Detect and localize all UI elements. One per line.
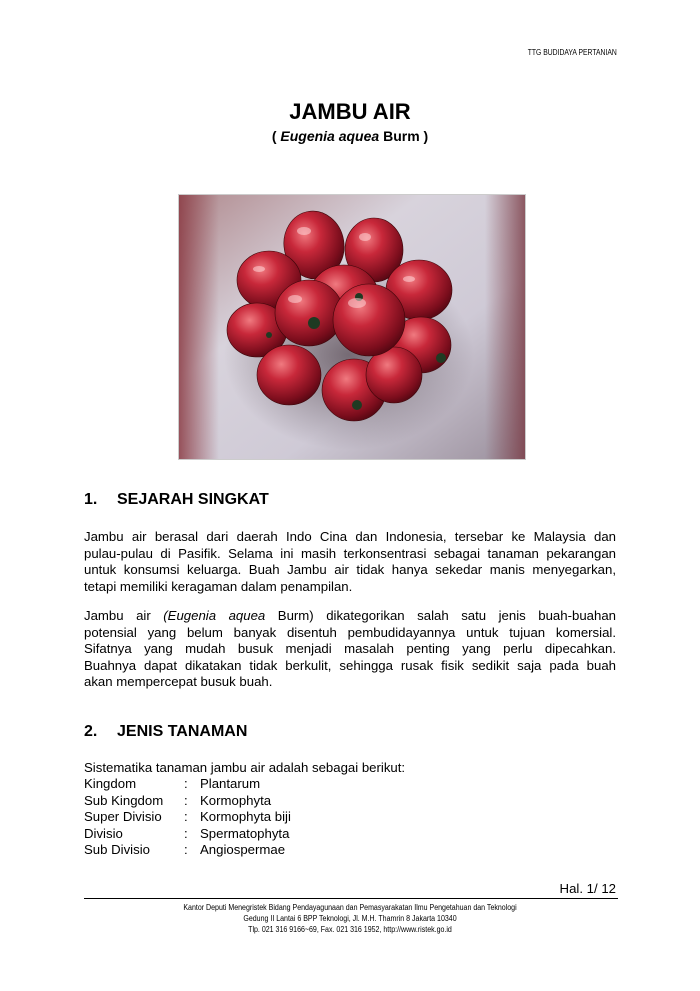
section-number: 2.	[84, 723, 98, 740]
taxonomy-separator: :	[184, 842, 188, 857]
document-subtitle	[0, 128, 700, 144]
taxonomy-value: Spermatophyta	[200, 825, 290, 841]
section-heading-jenis-tanaman	[84, 723, 247, 741]
taxonomy-row	[84, 826, 291, 843]
para-text: Burm) dikategorikan salah satu jenis buah-buahan	[265, 608, 617, 623]
page-number: Hal. 1/ 12	[559, 881, 616, 896]
taxonomy-key: Super Divisio	[84, 809, 162, 824]
document-title: JAMBU AIR	[289, 99, 411, 124]
taxonomy-row	[84, 809, 291, 826]
footer-line: Tlp. 021 316 9166~69, Fax. 021 316 1952, http://www.ristek.go.id	[248, 925, 452, 934]
taxonomy-value: Kormophyta	[200, 792, 272, 808]
taxonomy-separator: :	[184, 792, 188, 808]
paragraph-line: pulau-pulau di Pasifik. Selama ini masih terkonsentrasi sebagai tanaman pekarangan	[84, 545, 616, 561]
taxonomy-table	[84, 776, 291, 859]
section-heading-sejarah-singkat	[84, 491, 269, 509]
paragraph-sejarah-1	[84, 529, 616, 595]
para-text: Jambu air	[84, 608, 164, 623]
taxonomy-value: Plantarum	[200, 776, 261, 791]
taxonomy-intro: Sistematika tanaman jambu air adalah sebagai berikut:	[84, 760, 406, 775]
taxonomy-key: Sub Kingdom	[84, 792, 164, 808]
taxonomy-value: Kormophyta biji	[200, 809, 291, 824]
footer	[0, 902, 700, 935]
paragraph-line: potensial yang belum banyak disentuh pembudidayannya untuk tujuan komersial.	[84, 624, 616, 640]
footer-divider	[84, 898, 618, 899]
footer-line: Gedung II Lantai 6 BPP Teknologi, Jl. M.H. Thamrin 8 Jakarta 10340	[243, 914, 457, 923]
taxonomy-value: Angiospermae	[200, 842, 286, 857]
taxonomy-separator: :	[184, 809, 188, 824]
taxonomy-key: Divisio	[84, 825, 123, 841]
taxonomy-separator: :	[184, 776, 188, 791]
paragraph-line: Buahnya dapat dikatakan tidak berkulit, sehingga rusak fisik sedikit saja pada buah	[84, 657, 616, 673]
subtitle-author: Burm )	[379, 128, 429, 144]
paragraph-line: untuk konsumsi keluarga. Buah Jambu air tidak hanya sekedar manis menyegarkan,	[84, 562, 616, 577]
paragraph-line: tetapi memiliki keragaman dalam penampilan.	[84, 578, 353, 594]
jambu-air-photo	[178, 194, 526, 460]
taxonomy-row	[84, 793, 291, 810]
subtitle-latin-name: Eugenia aquea	[280, 128, 380, 144]
taxonomy-row	[84, 776, 291, 793]
jambu-air-fruit-photo-icon	[179, 195, 525, 459]
section-number: 1.	[84, 491, 98, 508]
paragraph-line: Sifatnya yang mudah busuk menjadi masalah penting yang perlu dipecahkan.	[84, 641, 616, 656]
taxonomy-row	[84, 842, 291, 859]
subtitle-open: (	[271, 128, 281, 144]
paragraph-line: akan mempercepat busuk buah.	[84, 674, 273, 689]
taxonomy-key: Kingdom	[84, 776, 137, 791]
header-label: TTG BUDIDAYA PERTANIAN	[527, 48, 617, 57]
section-title: JENIS TANAMAN	[117, 723, 248, 740]
para-latin-name: (Eugenia aquea	[163, 608, 266, 623]
section-title: SEJARAH SINGKAT	[117, 491, 269, 508]
taxonomy-separator: :	[184, 825, 188, 841]
taxonomy-key: Sub Divisio	[84, 842, 150, 857]
paragraph-sejarah-2	[84, 608, 616, 691]
paragraph-line: Jambu air berasal dari daerah Indo Cina dan Indonesia, tersebar ke Malaysia dan	[84, 529, 616, 544]
paragraph-line	[84, 608, 616, 625]
footer-line: Kantor Deputi Menegristek Bidang Pendayagunaan dan Pemasyarakatan Ilmu Pengetahuan dan Teknologi	[183, 903, 517, 912]
